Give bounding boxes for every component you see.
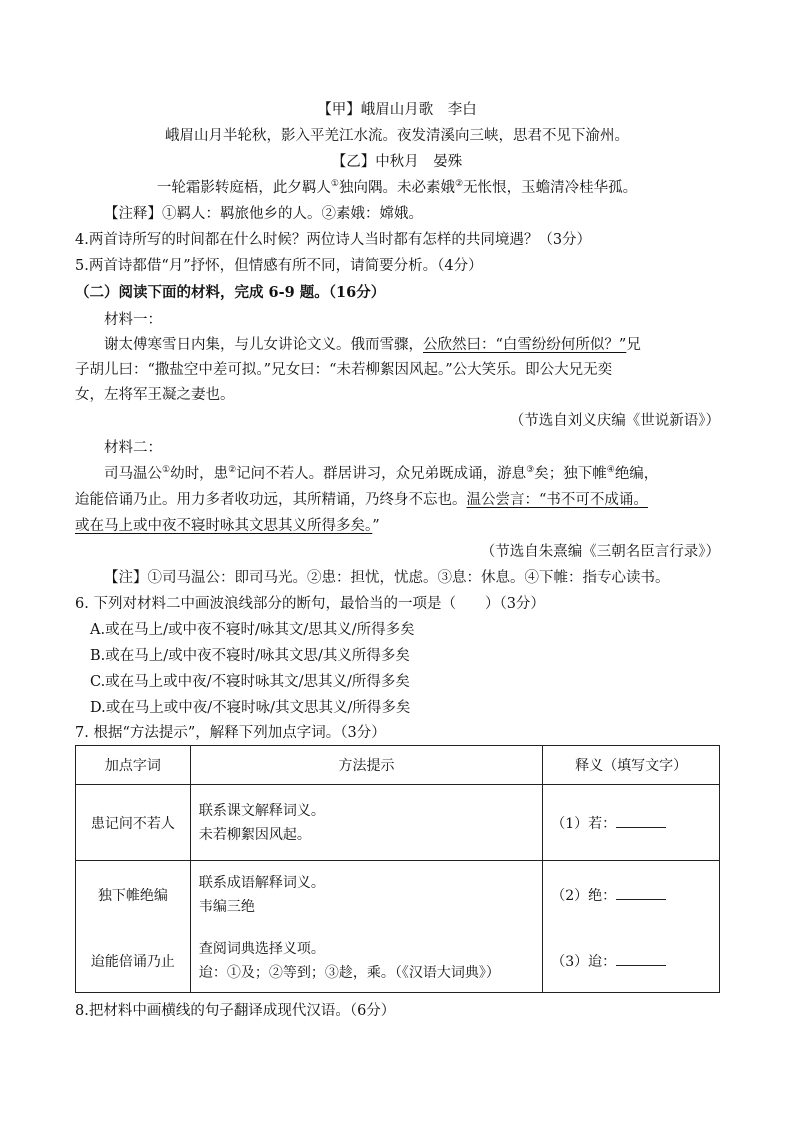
- question-4: 4.两首诗所写的时间都在什么时候？两位诗人当时都有怎样的共同境遇？（3分）: [75, 232, 592, 248]
- section-2-heading: （二）阅读下面的材料，完成 6-9 题。（16分）: [75, 284, 386, 301]
- table-header-row: [76, 746, 720, 785]
- material-2-source: （节选自朱熹编《三朝名臣言行录》）: [480, 544, 720, 560]
- option-d: D.或在马上或中夜/不寝时咏/其文思其义/所得多矣: [90, 700, 411, 716]
- table-cell-hint: 联系成语解释词义。 韦编三绝: [190, 861, 542, 930]
- material-2-notes: 【注】①司马温公：即司马光。②患：担忧，忧虑。③息：休息。④下帷：指专心读书。: [104, 570, 670, 586]
- question-7: 7. 根据“方法提示”，解释下列加点字词。（3分）: [75, 725, 386, 741]
- poem-notes: 【注释】①羁人：羁旅他乡的人。②素娥：嫦娥。: [104, 206, 423, 222]
- poem-jia-title: 【甲】峨眉山月歌 李白: [317, 102, 477, 118]
- material-1-line-3: 女，左将军王凝之妻也。: [75, 387, 235, 403]
- material-1-label: 材料一：: [104, 312, 162, 328]
- material-1-source: （节选自刘义庆编《世说新语》）: [509, 413, 720, 429]
- table-row: [76, 861, 720, 930]
- table-row: [76, 930, 720, 993]
- poem-yi-title: 【乙】中秋月 晏殊: [331, 154, 463, 170]
- method-table: [75, 745, 720, 993]
- material-2-line-1: 司马温公①幼时，患②记问不若人。群居讲习，众兄弟既成诵，游息③矣；独下帷④绝编，: [104, 465, 659, 482]
- table-cell-word: 迨能倍诵乃止: [76, 930, 191, 993]
- material-1-line-1: 谢太傅寒雪日内集，与儿女讲论文义。俄而雪骤，公欣然曰：“白雪纷纷何所似？”兄: [104, 337, 641, 353]
- answer-cell: （1）若：: [543, 785, 720, 861]
- answer-cell: （2）绝：: [543, 861, 720, 930]
- option-c: C.或在马上或中夜/不寝时咏其文/思其义/所得多矣: [90, 674, 410, 690]
- table-cell-word: 独下帷绝编: [76, 861, 191, 930]
- question-5: 5.两首诗都借“月”抒怀，但情感有所不同，请简要分析。（4分）: [75, 258, 483, 274]
- underlined-sentence: 或在马上或中夜不寝时咏其文思其义所得多矣。: [75, 518, 373, 534]
- material-2-line-3: 或在马上或中夜不寝时咏其文思其义所得多矣。”: [75, 518, 380, 534]
- column-header: 方法提示: [190, 746, 542, 785]
- answer-blank[interactable]: [616, 885, 666, 900]
- table-cell-hint: 联系课文解释词义。 未若柳絮因风起。: [190, 785, 542, 861]
- option-a: A.或在马上/或中夜不寝时/咏其文/思其义/所得多矣: [90, 622, 415, 638]
- underlined-sentence: 温公尝言：“书不可不成诵。: [466, 492, 648, 508]
- poem-yi-text: 一轮霜影转庭梧，此夕羁人①独向隅。未必素娥②无怅恨，玉蟾清冷桂华孤。: [156, 179, 638, 196]
- column-header: 加点字词: [76, 746, 191, 785]
- table-cell-hint: 查阅词典选择义项。 迨：①及；②等到；③趁，乘。（《汉语大词典》）: [190, 930, 542, 993]
- answer-blank[interactable]: [616, 951, 666, 966]
- answer-blank[interactable]: [616, 813, 666, 828]
- underlined-sentence: 公欣然曰：“白雪纷纷何所似？”: [423, 337, 627, 353]
- column-header: 释义（填写文字）: [543, 746, 720, 785]
- material-2-line-2: 迨能倍诵乃止。用力多者收功远，其所精诵，乃终身不忘也。温公尝言：“书不可不成诵。: [75, 492, 648, 508]
- table-cell-word: 患记问不若人: [76, 785, 191, 861]
- footnote-marker: ①: [330, 179, 339, 190]
- question-8: 8.把材料中画横线的句子翻译成现代汉语。（6分）: [75, 1003, 396, 1019]
- material-2-label: 材料二：: [104, 440, 162, 456]
- question-6: 6. 下列对材料二中画波浪线部分的断句，最恰当的一项是（ ）（3分）: [75, 596, 545, 612]
- option-b: B.或在马上/或中夜不寝时/咏其文思/其义所得多矣: [90, 648, 410, 664]
- answer-cell: （3）迨：: [543, 930, 720, 993]
- table-row: [76, 785, 720, 861]
- material-1-line-2: 子胡儿曰：“撒盐空中差可拟。”兄女曰：“未若柳絮因风起。”公大笑乐。即公大兄无奕: [75, 362, 613, 378]
- footnote-marker: ②: [455, 179, 464, 190]
- poem-jia-text: 峨眉山月半轮秋，影入平羌江水流。夜发清溪向三峡，思君不见下渝州。: [165, 128, 629, 144]
